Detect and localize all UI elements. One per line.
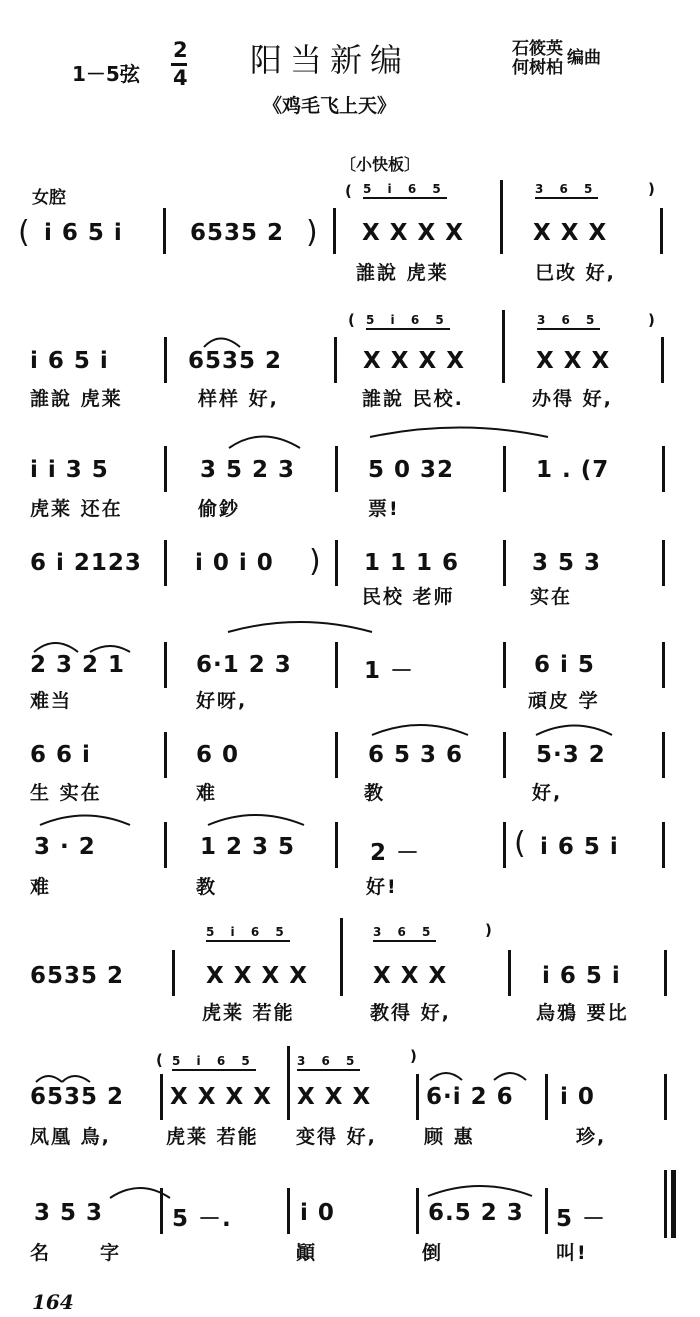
notation-measure: i 6 5 i [44, 220, 123, 246]
notation-measure: X X X X [206, 963, 308, 989]
notation-measure: 3 · 2 [34, 834, 96, 860]
accomp-notes: 5 i 6 5 [172, 1054, 256, 1071]
lyric-line: 字 [100, 1242, 122, 1264]
notation-measure: X X X [297, 1084, 372, 1110]
lyric-line: 难 [196, 782, 218, 804]
notation-measure: X X X [533, 220, 608, 246]
notation-measure: 2 － [370, 840, 421, 866]
paren-open: ( [514, 826, 527, 861]
key-signature: 1－5弦 [72, 62, 140, 86]
notation-measure: X X X [536, 348, 611, 374]
accomp-notes: 3 6 5 [373, 925, 436, 942]
notation-measure: X X X X [363, 348, 465, 374]
credit-role: 编曲 [567, 48, 601, 68]
lyric-line: 变得 好, [296, 1126, 377, 1148]
lyric-line: 顾 惠 [424, 1126, 475, 1148]
lyric-line: 样样 好, [198, 388, 279, 410]
notation-measure: 6 i 2123 [30, 550, 142, 576]
lyric-line: 虎莱 还在 [30, 498, 123, 520]
notation-measure: i 6 5 i [542, 963, 621, 989]
notation-measure: 6·1 2 3 [196, 652, 292, 678]
accomp-notes: 3 6 5 [297, 1054, 360, 1071]
lyric-line: 难 [30, 876, 52, 898]
notation-measure: 3 5 3 [34, 1200, 104, 1226]
lyric-line: 教 [196, 876, 218, 898]
notation-measure: 6.5 2 3 [428, 1200, 524, 1226]
notation-measure: 5 － [556, 1206, 607, 1232]
accomp-paren-close: ) [410, 1047, 423, 1065]
lyric-line: 办得 好, [532, 388, 613, 410]
notation-measure: 1 1 1 6 [364, 550, 460, 576]
accomp-notes: 3 6 5 [535, 182, 598, 199]
paren-close: ) [309, 544, 322, 579]
accomp-paren-close: ) [485, 921, 498, 939]
lyric-line: 偷鈔 [198, 498, 241, 520]
lyric-line: 难当 [30, 690, 73, 712]
notation-measure: 6 5 3 6 [368, 742, 464, 768]
notation-measure: 1 2 3 5 [200, 834, 296, 860]
lyric-line: 凤凰 鳥, [30, 1126, 111, 1148]
page-title: 阳当新编 [250, 41, 411, 79]
notation-measure: 6535 2 [30, 963, 125, 989]
lyric-line: 頑皮 学 [528, 690, 600, 712]
lyric-line: 誰說 虎莱 [30, 388, 123, 410]
composer-2: 何树柏 [512, 58, 563, 78]
lyric-line: 教得 好, [370, 1002, 451, 1024]
lyric-line: 烏鴉 要比 [536, 1002, 629, 1024]
lyric-line: 好, [532, 782, 563, 804]
lyric-line: 倒 [422, 1242, 444, 1264]
accomp-notes: 3 6 5 [537, 313, 600, 330]
composer-1: 石筱英 [512, 39, 563, 59]
lyric-line: 民校 老师 [362, 586, 455, 608]
lyric-line: 誰說 虎莱 [356, 262, 449, 284]
voice-label: 女腔 [32, 188, 66, 208]
notation-measure: 5·3 2 [536, 742, 606, 768]
lyric-line: 巳改 好, [535, 262, 616, 284]
notation-measure: i i 3 5 [30, 457, 109, 483]
notation-measure: 3 5 3 [532, 550, 602, 576]
notation-measure: i 0 [560, 1084, 595, 1110]
lyric-line: 虎莱 若能 [166, 1126, 259, 1148]
notation-measure: i 6 5 i [30, 348, 109, 374]
notation-measure: 6 i 5 [534, 652, 595, 678]
accomp-paren-open: ( [156, 1051, 169, 1069]
notation-measure: 1 － [364, 658, 415, 684]
accomp-paren-close: ) [648, 180, 661, 198]
lyric-line: 票! [368, 498, 400, 520]
notation-measure: 2 3 2 1 [30, 652, 126, 678]
notation-measure: 6535 2 [190, 220, 285, 246]
tempo-marking: 〔小快板〕 [340, 155, 421, 174]
lyric-line: 名 [30, 1242, 52, 1264]
notation-measure: 5 －. [172, 1206, 232, 1232]
paren-close: ) [306, 215, 319, 250]
notation-measure: 6 6 i [30, 742, 91, 768]
notation-measure: X X X [373, 963, 448, 989]
notation-measure: 3 5 2 3 [200, 457, 296, 483]
lyric-line: 誰說 民校. [362, 388, 464, 410]
lyric-line: 生 实在 [30, 782, 102, 804]
lyric-line: 好呀, [196, 690, 248, 712]
lyric-line: 顚 [296, 1242, 318, 1264]
time-signature-bottom: 4 [173, 66, 188, 90]
notation-measure: X X X X [170, 1084, 272, 1110]
accomp-notes: 5 i 6 5 [363, 182, 447, 199]
lyric-line: 教 [364, 782, 386, 804]
accomp-paren-close: ) [648, 311, 661, 329]
accomp-paren-open: ( [348, 311, 361, 329]
notation-measure: 6·i 2 6 [426, 1084, 514, 1110]
notation-measure: 5 0 32 [368, 457, 455, 483]
lyric-line: 叫! [556, 1242, 588, 1264]
notation-measure: i 6 5 i [540, 834, 619, 860]
accomp-notes: 5 i 6 5 [366, 313, 450, 330]
time-signature-top: 2 [173, 38, 188, 62]
subtitle: 《鸡毛飞上天》 [263, 95, 397, 117]
lyric-line: 虎莱 若能 [202, 1002, 295, 1024]
notation-measure: i 0 [300, 1200, 335, 1226]
page-number: 164 [32, 1290, 74, 1314]
lyric-line: 好! [366, 876, 398, 898]
paren-open: ( [18, 215, 31, 250]
accomp-notes: 5 i 6 5 [206, 925, 290, 942]
lyric-line: 珍, [576, 1126, 607, 1148]
notation-measure: 6535 2 [188, 348, 283, 374]
notation-measure: X X X X [362, 220, 464, 246]
lyric-line: 实在 [530, 586, 573, 608]
notation-measure: 6535 2 [30, 1084, 125, 1110]
notation-measure: 1 . (7 [536, 457, 610, 483]
notation-measure: 6 0 [196, 742, 240, 768]
notation-measure: i 0 i 0 [195, 550, 274, 576]
accomp-paren-open: ( [345, 182, 358, 200]
